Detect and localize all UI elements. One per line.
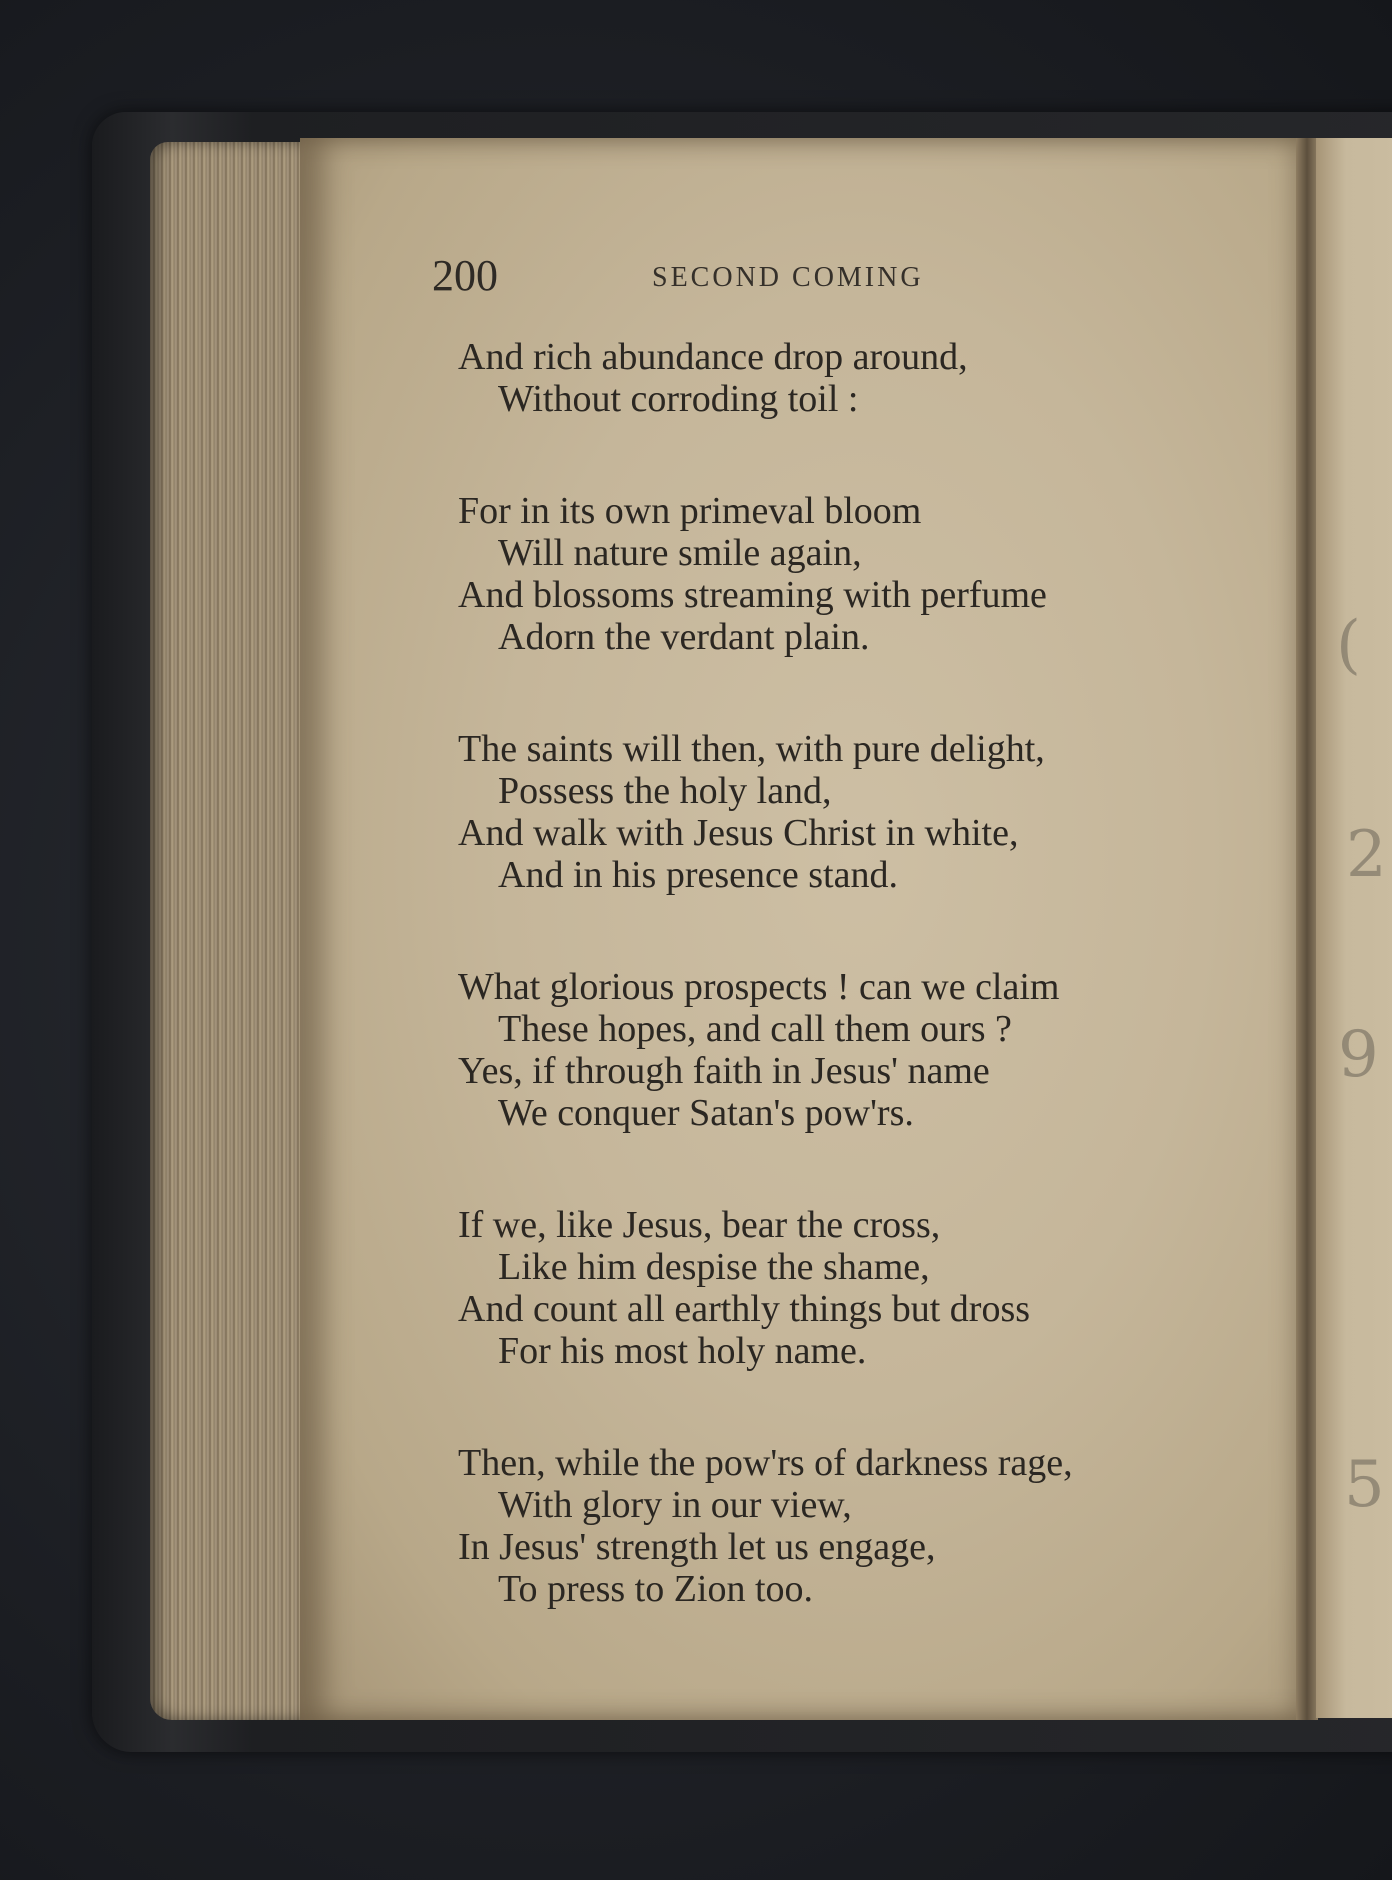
poem-line: We conquer Satan's pow'rs.: [498, 1092, 914, 1134]
pencil-mark-icon: 9: [1338, 1018, 1379, 1092]
poem-line: And blossoms streaming with perfume: [458, 574, 1047, 616]
poem-line: And count all earthly things but dross: [458, 1288, 1031, 1330]
poem-line: What glorious prospects ! can we claim: [458, 966, 1060, 1008]
poem-line: Yes, if through faith in Jesus' name: [458, 1050, 990, 1092]
stanza: [458, 336, 1238, 420]
page-gutter: [1296, 138, 1318, 1720]
poem-line: Will nature smile again,: [498, 532, 862, 574]
poem-line: Like him despise the shame,: [498, 1246, 930, 1288]
poem-line: Without corroding toil :: [498, 378, 859, 420]
page-number: 200: [432, 251, 498, 300]
stanza: [458, 490, 1238, 658]
poem-line: In Jesus' strength let us engage,: [458, 1526, 936, 1568]
poem-line: If we, like Jesus, bear the cross,: [458, 1204, 941, 1246]
poem-line: For his most holy name.: [498, 1330, 867, 1372]
poem-line: With glory in our view,: [498, 1484, 852, 1526]
poem-line: Then, while the pow'rs of darkness rage,: [458, 1442, 1073, 1484]
running-header: [432, 250, 1052, 310]
right-page-edge: [1316, 138, 1392, 1718]
stanza: [458, 1442, 1238, 1610]
stanza: [458, 728, 1238, 896]
stanza: [458, 966, 1238, 1134]
stanza: [458, 1204, 1238, 1372]
poem-line: Adorn the verdant plain.: [498, 616, 870, 658]
poem-line: And walk with Jesus Christ in white,: [458, 812, 1019, 854]
poem-line: Possess the holy land,: [498, 770, 832, 812]
poem-line: The saints will then, with pure delight,: [458, 728, 1045, 770]
poem-line: And rich abundance drop around,: [458, 336, 968, 378]
poem-body: [458, 336, 1238, 1680]
section-title: SECOND COMING: [652, 262, 924, 293]
poem-line: These hopes, and call them ours ?: [498, 1008, 1012, 1050]
poem-line: To press to Zion too.: [498, 1568, 814, 1610]
poem-line: And in his presence stand.: [498, 854, 898, 896]
pencil-mark-icon: 5: [1344, 1448, 1385, 1522]
pencil-mark-icon: (: [1336, 608, 1361, 682]
poem-line: For in its own primeval bloom: [458, 490, 922, 532]
pencil-mark-icon: 2: [1346, 818, 1387, 892]
